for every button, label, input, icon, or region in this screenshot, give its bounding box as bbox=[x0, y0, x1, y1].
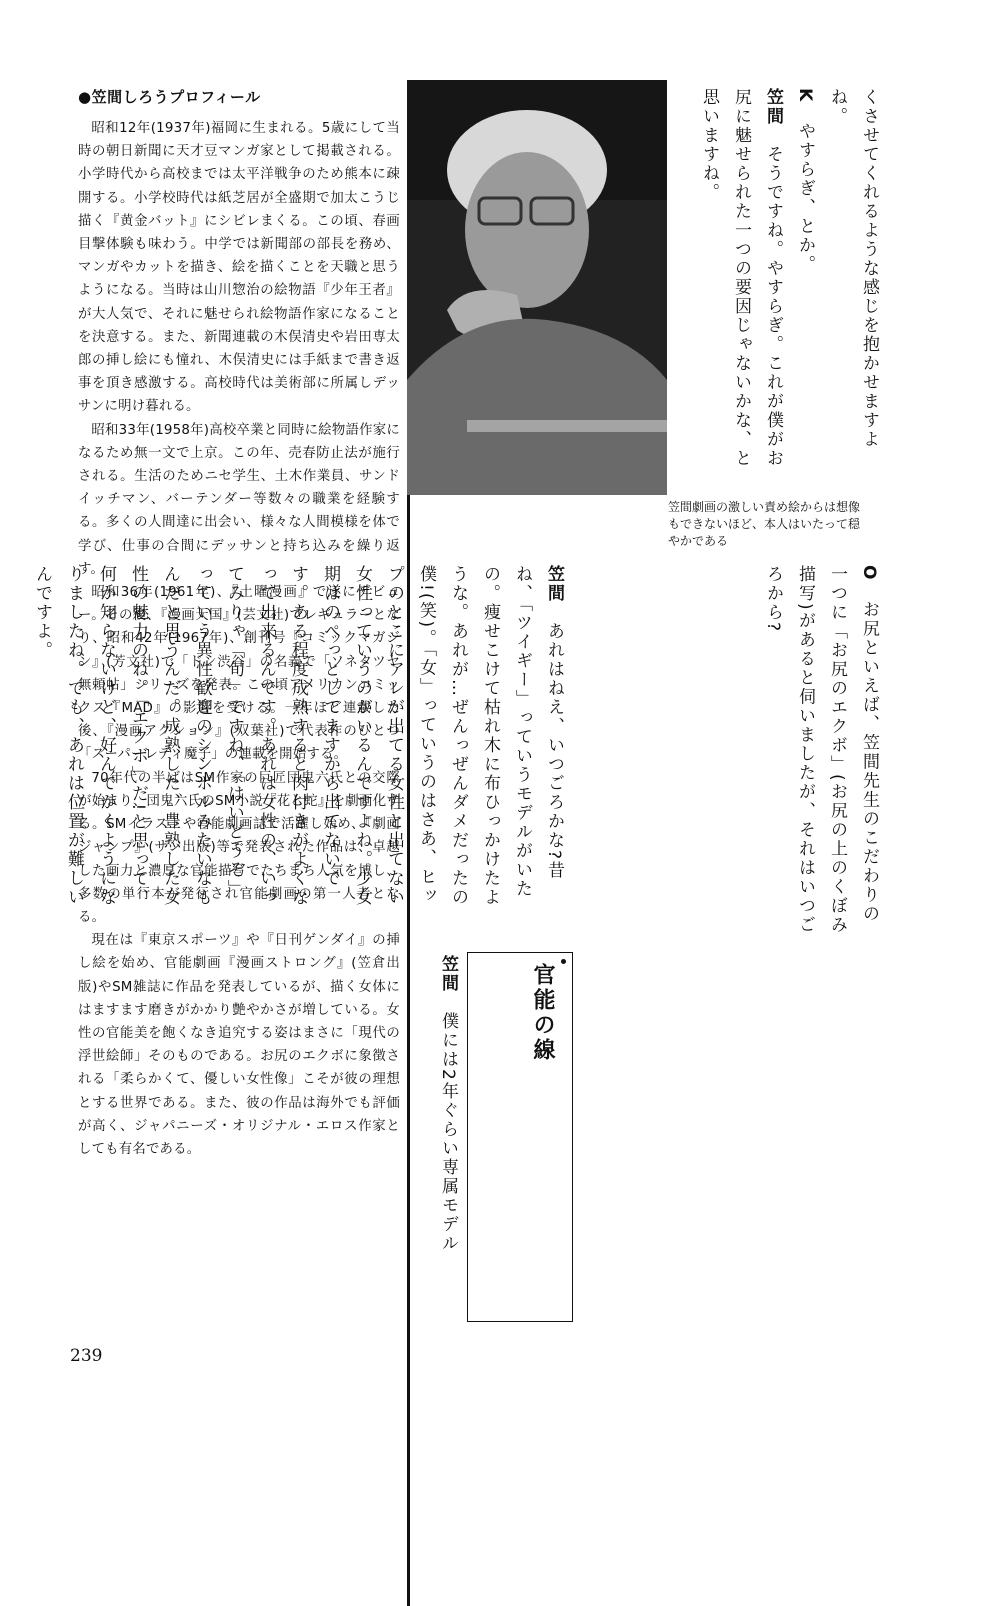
profile-paragraph: 昭和12年(1937年)福岡に生まれる。5歳にして当時の朝日新聞に天才豆マンガ家として掲載される。小学時代から高校までは太平洋戦争のため熊本に疎開する。小学校時代は紙芝居が全盛期で加太こうじ描く『黄金バット』にシビレまくる。この頃、春画目撃体験も味わう。中学では新聞部の部長を務め、マンガやカットを描き、絵を描くことを天職と思うようになる。当時は山川惣治の絵物語『少年王者』が大人気で、それに魅せられ絵物語作家になることを決意する。また、新聞連載の木俣清史や岩田専太郎の挿し絵にも憧れ、木俣清史には手紙まで書き返事を頂き感激する。高校時代は美術部に所属しデッサンに明け暮れる。 bbox=[78, 121, 400, 415]
profile-paragraph: 昭和36年(1961年)、『土曜漫画』で遂にデビュー。その後、『漫画天国』(芸文社)でレギュラーとなり、昭和42年(1967年)、創刊号『コミックマガジン』(芳文社)で「ドン渋谷」の名義で「ソネタツヤ無頼帖」シリーズを発表。この頃アメリカンコミックス『MAD』の影響を受ける。一年ほど連載した後、『漫画アクション』(双葉社)で代表作のひとつ「スーパーレディ魔子」の連載を開始する。 bbox=[78, 585, 400, 763]
lower-dialogue-top bbox=[580, 565, 885, 940]
section-box bbox=[467, 952, 573, 1322]
dialogue-line: くさせてくれるような感じを抱かせますよね。 bbox=[827, 88, 879, 449]
bullet-dot bbox=[561, 959, 566, 964]
upper-dialogue bbox=[665, 88, 885, 483]
profile-paragraph: 現在は『東京スポーツ』や『日刊ゲンダイ』の挿し絵を始め、官能劇画『漫画ストロング』(笠倉出版)やSM雑誌に作品を発表しているが、描く女体にはますます磨きがかかり艶やかさが増している。女性の官能美を飽くなき追究する姿はまさに「現代の浮世絵師」そのものである。お尻のエクボに象徴される「柔らかくて、優しい女性像」こそが彼の理想とする世界である。また、彼の作品は海外でも評価が高く、ジャパニーズ・オリジナル・エロス作家としても有名である。 bbox=[78, 933, 400, 1157]
bottom-dialogue bbox=[430, 955, 464, 1295]
author-photo bbox=[407, 80, 667, 495]
dialogue-line: K やすらぎ、とか。 bbox=[795, 88, 815, 275]
section-title: 官能の線 bbox=[530, 963, 555, 1063]
profile-heading: ●笠間しろうプロフィール bbox=[78, 88, 261, 106]
dialogue-line: 笠間 そうですね。やすらぎ。これが僕がお尻に魅せられた一つの要因じゃないかな、と思いますね。 bbox=[699, 88, 783, 468]
photo-caption: 笠間劇画の激しい責め絵からは想像もできないほど、本人はいたって穏やかである bbox=[668, 500, 861, 548]
page-number: 239 bbox=[70, 1346, 103, 1366]
dialogue-line: O お尻といえば、笠間先生のこだわりの一つに「お尻のエクボ」(お尻の上のくぼみ描写)があると伺いましたが、それはいつごろから? bbox=[763, 565, 879, 935]
profile-paragraph: 70年代の半ばはSM作家の巨匠団鬼六氏との交際が始まり、団鬼六氏のSM小説『花と蛇』を劇画化する。SMイラストや官能劇画誌で活躍し始め、『劇画ジャンプ』(サン出版)等で発表された作品は、卓越した画力と濃厚な官能描写でたちまち人気を博し、多数の単行本が発行され官能劇画の第一人者となる。 bbox=[78, 770, 400, 925]
profile-paragraph: 昭和33年(1958年)高校卒業と同時に絵物語作家になるため無一文で上京。この年、売春防止法が施行される。生活のためニセ学生、土木作業員、サンドイッチマン、バーテンダー等数々の職業を経験する。多くの人間達に出会い、様々な人間模様を体で学び、仕事の合間にデッサンと持ち込みを繰り返す。 bbox=[78, 422, 400, 577]
dialogue-line: 笠間 あれはねえ、いつごろかな?昔ね、「ツイギー」っていうモデルがいたの。痩せこけて枯れ木に布ひっかけたような。あれが…ぜんっぜんダメだったの僕!(笑)。「女」っていうのはさあ、ヒップのとこにアレが出てる女性と出てない女性っていうのがいるんですよね。少女期はのぺっとしてますから出てないです。ある程度成熟すると肉付きがよくなって出来るんです。あれは女性の、いってみりゃ「旬」ですね、「はいどうぞ」っていう異性歓迎のシンボルみたいなもんだと思うんだ。成熟した、豊熟した女性の魅力のね。「エクボ」だ!と思って、何か知らないけど、好んでかくようになりましたね。でも、あれは位置が難しいんですよ。 bbox=[32, 565, 564, 908]
dialogue-line: 笠間 僕には2年ぐらい専属モデル bbox=[438, 955, 458, 1253]
